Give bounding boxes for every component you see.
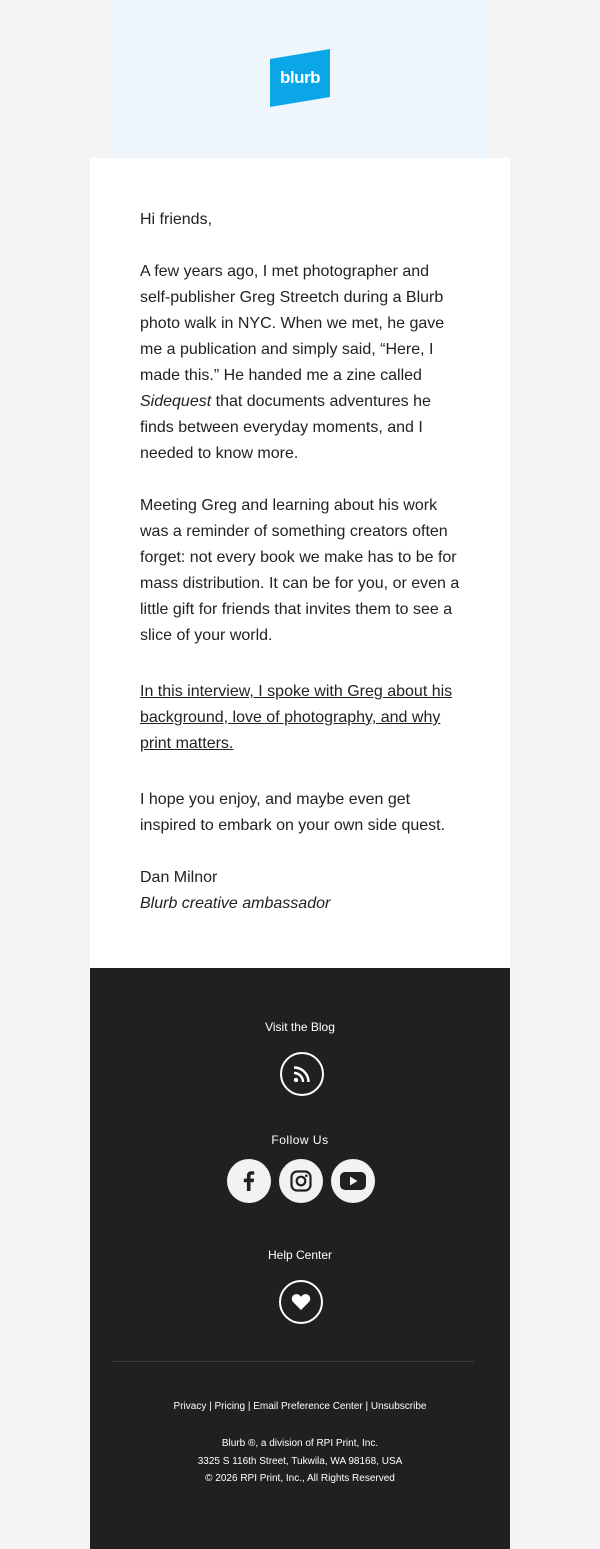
instagram-icon[interactable]: [279, 1159, 323, 1203]
unsubscribe-link[interactable]: Unsubscribe: [370, 1401, 427, 1412]
intro-text-start: A few years ago, I met photographer and self-publisher Greg Streetch during a Blurb photo walk in NYC. When we met, he gave me a publication and simply said, “Here, I made this.” He handed me a zine called: [140, 263, 445, 384]
facebook-glyph-icon: [237, 1169, 261, 1193]
greeting-text: Hi friends,: [140, 211, 213, 228]
paragraph-interview: [140, 679, 460, 757]
signature: [140, 865, 460, 917]
facebook-icon[interactable]: [227, 1159, 271, 1203]
privacy-link[interactable]: Privacy: [173, 1401, 207, 1412]
reminder-text: Meeting Greg and learning about his work was a reminder of something creators often forget: not every book we make has to be for mass distribution. It can be for you, or even a little gift for friends that invites them to see a slice of your world.: [140, 497, 460, 644]
pricing-link[interactable]: Pricing: [214, 1401, 246, 1412]
closing-text: I hope you enjoy, and maybe even get inspired to embark on your own side quest.: [140, 791, 446, 834]
paragraph-closing: [140, 787, 460, 839]
company-name: Blurb ®, a division of RPI Print, Inc.: [221, 1438, 379, 1449]
paragraph-intro: [140, 259, 460, 467]
zine-title: Sidequest: [140, 393, 212, 410]
link-separator: |: [245, 1401, 254, 1412]
link-separator: |: [206, 1401, 215, 1412]
paragraph-reminder: [140, 493, 460, 649]
copyright: © 2026 RPI Print, Inc., All Rights Reserved: [205, 1473, 395, 1484]
follow-us-label: Follow Us: [271, 1133, 329, 1147]
link-separator: |: [362, 1401, 371, 1412]
signature-name: Dan Milnor: [140, 869, 218, 886]
greeting: [140, 207, 460, 233]
rss-icon[interactable]: [280, 1052, 324, 1096]
help-center-label[interactable]: Help Center: [267, 1248, 333, 1262]
signature-role: Blurb creative ambassador: [140, 895, 331, 912]
rss-glyph-icon: [291, 1063, 313, 1085]
company-address: 3325 S 116th Street, Tukwila, WA 98168, USA: [197, 1456, 403, 1467]
youtube-glyph-icon: [339, 1170, 367, 1192]
footer-divider: [112, 1361, 474, 1362]
heart-icon[interactable]: [279, 1280, 323, 1324]
heart-glyph-icon: [291, 1293, 311, 1311]
footer-links: [0, 1400, 600, 1414]
interview-link[interactable]: In this interview, I spoke with Greg about his background, love of photography, and why print matters.: [140, 683, 453, 752]
youtube-icon[interactable]: [331, 1159, 375, 1203]
email-preference-link[interactable]: Email Preference Center: [253, 1401, 363, 1412]
intro-text-end: that documents adventures he finds between everyday moments, and I needed to know more.: [140, 393, 431, 462]
instagram-glyph-icon: [289, 1169, 313, 1193]
logo-text: blurb: [280, 68, 320, 87]
blurb-logo[interactable]: [270, 49, 330, 107]
visit-blog-label[interactable]: Visit the Blog: [265, 1020, 335, 1034]
